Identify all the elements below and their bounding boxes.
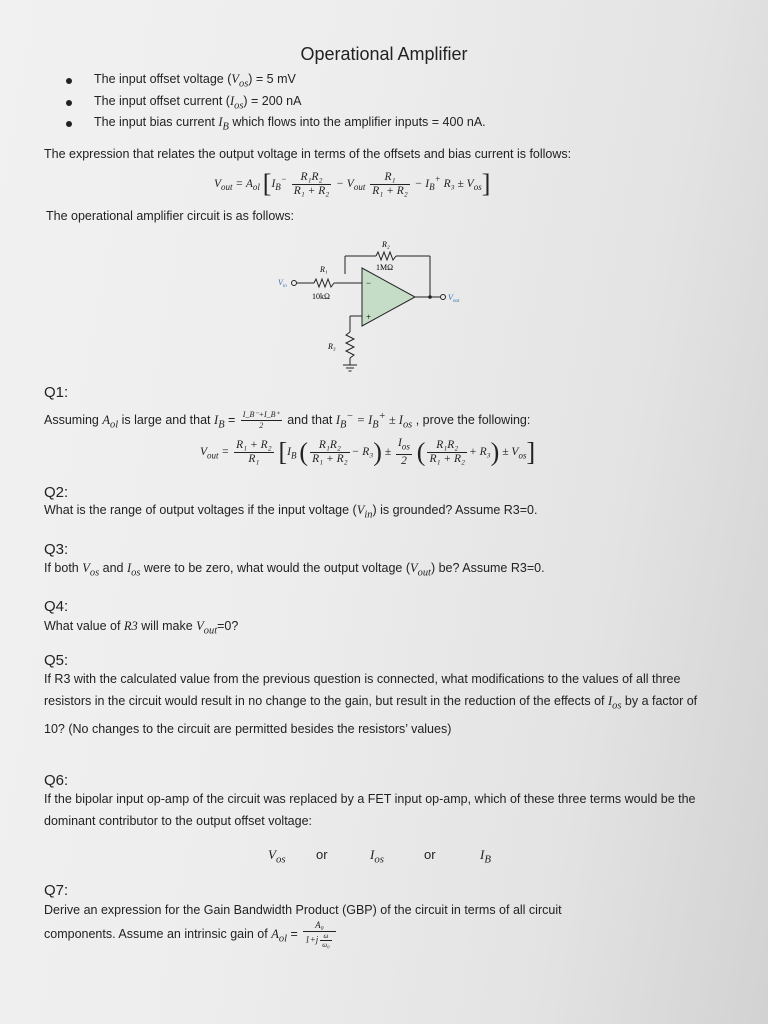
q5-heading: Q5: xyxy=(44,652,69,669)
q6-or: or xyxy=(316,847,328,862)
q7-heading: Q7: xyxy=(44,882,69,899)
q6-text: If the bipolar input op-amp of the circuit was replaced by a FET input op-amp, which of these three terms would be the dominant contributor to the output offset voltage: xyxy=(44,792,696,828)
q5-text: If R3 with the calculated value from the previous question is connected, what modifications to the values of all three resistors in the circuit would result in no change to the gain, but result in the reduction of the effects of $I_{os}$ by a factor of 10? (No changes to the circuit are permitted besides the resistors’ values) xyxy=(44,672,698,736)
circuit-intro: The operational amplifier circuit is as follows: xyxy=(46,209,295,223)
bullet-bias-current: The input bias current $I_B$ which flows into the amplifier inputs = 400 nA. xyxy=(94,115,486,133)
q3-heading: Q3: xyxy=(44,541,69,558)
bullet-offset-current: The input offset current $(I_{os}) = 200$ nA xyxy=(94,94,302,112)
q1-heading: Q1: xyxy=(44,384,69,401)
r2-resistor xyxy=(376,252,396,260)
page-title: Operational Amplifier xyxy=(300,44,468,64)
bullet-offset-voltage: The input offset voltage $(V_{os}) = 5$ mV xyxy=(94,72,296,90)
opamp-circuit xyxy=(270,228,490,378)
q1-equation: $V_{out}$ = $\frac{\text{R₁ + R₂}}{\text{R₁}}$ [$I_B$ ( $\frac{\text{R₁R₂}}{\text{R₁ + R₂}}$ − R₃) ± $\frac{I_{os}}{2}$ ( $\frac{\text{R₁R₂}}{\text{R₁ + R₂}}$ + $R_3) \pm V_{os}$] xyxy=(200,437,536,467)
r3-label: R₃ xyxy=(328,342,336,351)
q7-text-line1: Derive an expression for the Gain Bandwidth Product (GBP) of the circuit in terms of all circuit xyxy=(44,903,562,917)
q3-text: If both $V_{os}$ and $I_{os}$ were to be zero, what would the output voltage $(V_{out})$ be? Assume R3=0. xyxy=(44,561,545,579)
q4-heading: Q4: xyxy=(44,598,69,615)
r3-resistor xyxy=(346,332,354,358)
q6-option-ib: $I_B$ xyxy=(480,847,491,866)
r2-label: R₂ xyxy=(382,240,390,249)
noninverting-input-sign: + xyxy=(366,312,372,322)
bullet-dot xyxy=(66,121,72,127)
offset-equation: $V_{out} = A_{ol}$ [$I_B^-$ $\frac{\text{R₁R₂}}{\text{R₁ + R₂}}$ − $V_{out}$ $\frac{\text{R₁}}{\text{R₁ + R₂}}$ − $I_B^+$ $R_3 \pm V_{os}$] xyxy=(214,169,491,199)
q6-heading: Q6: xyxy=(44,772,69,789)
r1-value: 10kΩ xyxy=(312,292,330,301)
q7-text-line2: components. Assume an intrinsic gain of $A_{ol}$ = A₀ 1+j $\frac{\omega}{\text{ω₀}}$ xyxy=(44,920,338,954)
bullet-dot xyxy=(66,78,72,84)
inverting-input-sign: − xyxy=(366,278,372,288)
output-node xyxy=(428,295,432,299)
q4-text: What value of R3 will make $V_{out}=0$? xyxy=(44,619,239,637)
q6-option-ios: $I_{os}$ xyxy=(370,847,384,866)
q2-text: What is the range of output voltages if the input voltage $(V_{in})$ is grounded? Assume R3=0. xyxy=(44,503,538,521)
vout-label: $V_{out}$ xyxy=(448,293,460,304)
r1-resistor xyxy=(314,279,334,287)
bullet-dot xyxy=(66,100,72,106)
q6-option-vos: $V_{os}$ xyxy=(268,847,286,866)
r1-label: R₁ xyxy=(320,265,328,274)
q6-or: or xyxy=(424,847,436,862)
q1-text: Assuming $A_{ol}$ is large and that $I_B$ = $\frac{I\_B^-+I\_B^+}{2}$ and that $I_B^- = I_B^+ \pm I_{os}$ , prove the following: xyxy=(44,410,531,431)
vout-terminal xyxy=(441,295,446,300)
vin-terminal xyxy=(292,281,297,286)
r2-value: 1MΩ xyxy=(376,263,394,272)
expression-intro: The expression that relates the output voltage in terms of the offsets and bias current is follows: xyxy=(44,147,572,161)
q2-heading: Q2: xyxy=(44,484,69,501)
vin-label: $V_{in}$ xyxy=(278,278,287,289)
